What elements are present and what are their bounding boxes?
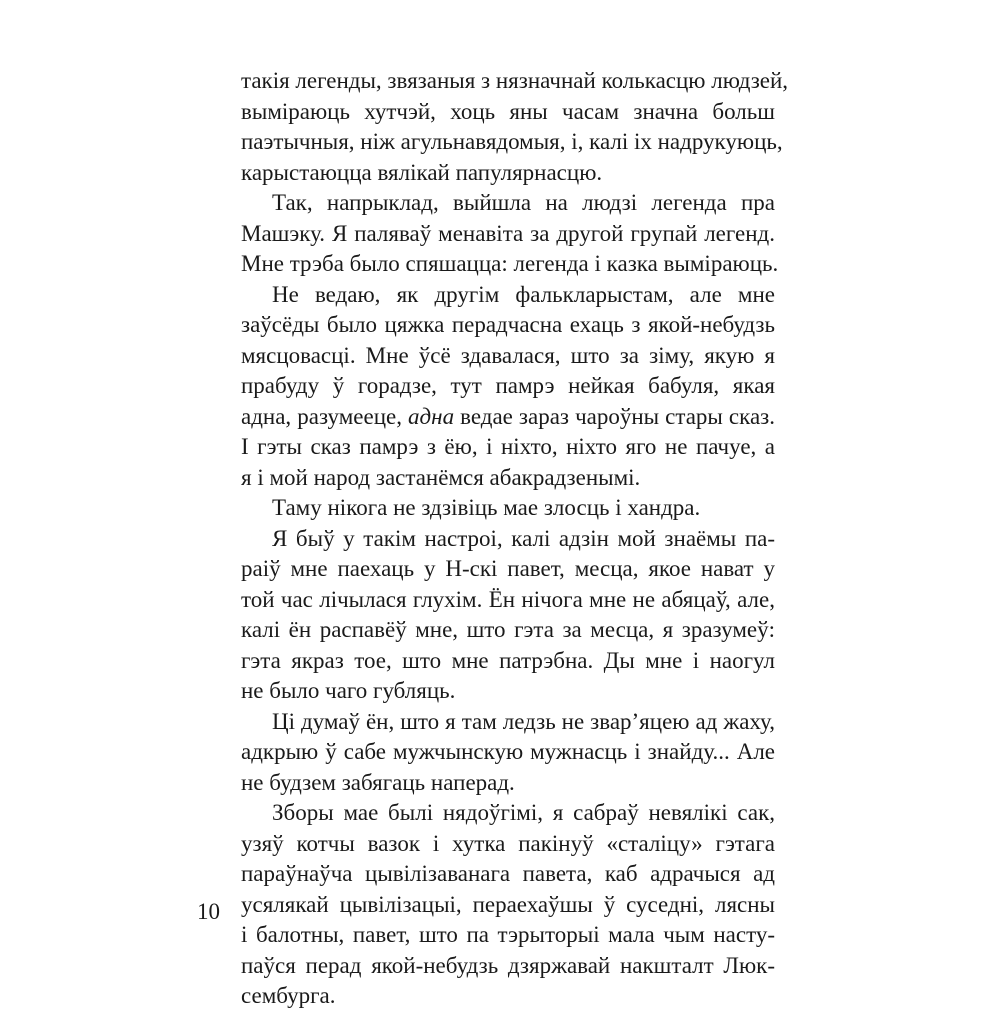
text-line: такія легенды, звязаныя з нязначнай колькасцю людзей, xyxy=(241,68,789,93)
text-line: той час лічылася глухім. Ён нічога мне не абяцаў, але, xyxy=(241,586,775,612)
text-line: параўнаўча цывілізаванага павета, каб адрачыся ад xyxy=(241,861,775,886)
text-line: мясцовасці. Мне ўсё здавалася, што за зіму, якую я xyxy=(241,342,775,368)
text-line: усялякай цывілізацыі, пераехаўшы ў суседні, лясны xyxy=(241,891,775,917)
text-line: гэта якраз тое, што мне патрэбна. Ды мне і наогул xyxy=(241,647,775,673)
text-line: не было чаго губляць. xyxy=(241,678,456,703)
text-line: Не ведаю, як другім фалькларыстам, але мне xyxy=(272,281,775,307)
text-line: выміраюць хутчэй, хоць яны часам значна больш xyxy=(241,98,775,124)
text-line: не будзем забягаць наперад. xyxy=(241,769,515,795)
text-line: і балотны, павет, што па тэрыторыі мала чым насту- xyxy=(241,922,775,947)
text-line: Я быў у такім настроі, калі адзін мой знаёмы па- xyxy=(272,525,775,551)
text-line: сембурга. xyxy=(241,983,336,1008)
text-line: карыстаюцца вялікай папулярнасцю. xyxy=(241,159,603,185)
text-line: прабуду ў горадзе, тут памрэ нейкая бабуля, якая xyxy=(241,373,775,398)
text-line: паэтычныя, ніж агульнавядомыя, і, калі іх надрукуюць, xyxy=(241,129,783,154)
text-line: я і мой народ застанёмся абакрадзенымі. xyxy=(241,464,641,490)
text-line: Машэку. Я паляваў менавіта за другой групай легенд. xyxy=(241,220,775,246)
book-page-text xyxy=(241,66,789,1012)
text-line: раіў мне паехаць у Н-скі павет, месца, якое нават у xyxy=(241,556,775,581)
text-line: Зборы мае былі нядоўгімі, я сабраў невялікі сак, xyxy=(272,800,775,825)
text-line: адкрыю ў сабе мужчынскую мужнасць і знайду... Але xyxy=(241,739,775,764)
text-line: Ці думаў ён, што я там ледзь не звар’яцею ад жаху, xyxy=(272,708,775,734)
text-line: адна, разумееце, адна ведае зараз чароўны стары сказ. xyxy=(241,403,775,429)
emphasized-word: адна xyxy=(408,403,455,429)
text-line: узяў котчы вазок і хутка пакінуў «сталіцу» гэтага xyxy=(241,830,775,856)
text-line: І гэты сказ памрэ з ёю, і ніхто, ніхто яго не пачуе, а xyxy=(241,434,775,459)
text-line: заўсёды было цяжка перадчасна ехаць з якой-небудзь xyxy=(241,312,775,337)
text-line: Таму нікога не здзівіць мае злосць і хандра. xyxy=(272,495,701,520)
text-line: Мне трэба было спяшацца: легенда і казка выміраюць. xyxy=(241,251,779,276)
text-line: паўся перад якой-небудзь дзяржавай накшталт Люк- xyxy=(241,952,775,978)
page-number: 10 xyxy=(197,899,220,924)
text-line: калі ён распавёў мне, што гэта за месца, я зразумеў: xyxy=(241,617,775,642)
text-line: Так, напрыклад, выйшла на людзі легенда пра xyxy=(272,190,775,215)
